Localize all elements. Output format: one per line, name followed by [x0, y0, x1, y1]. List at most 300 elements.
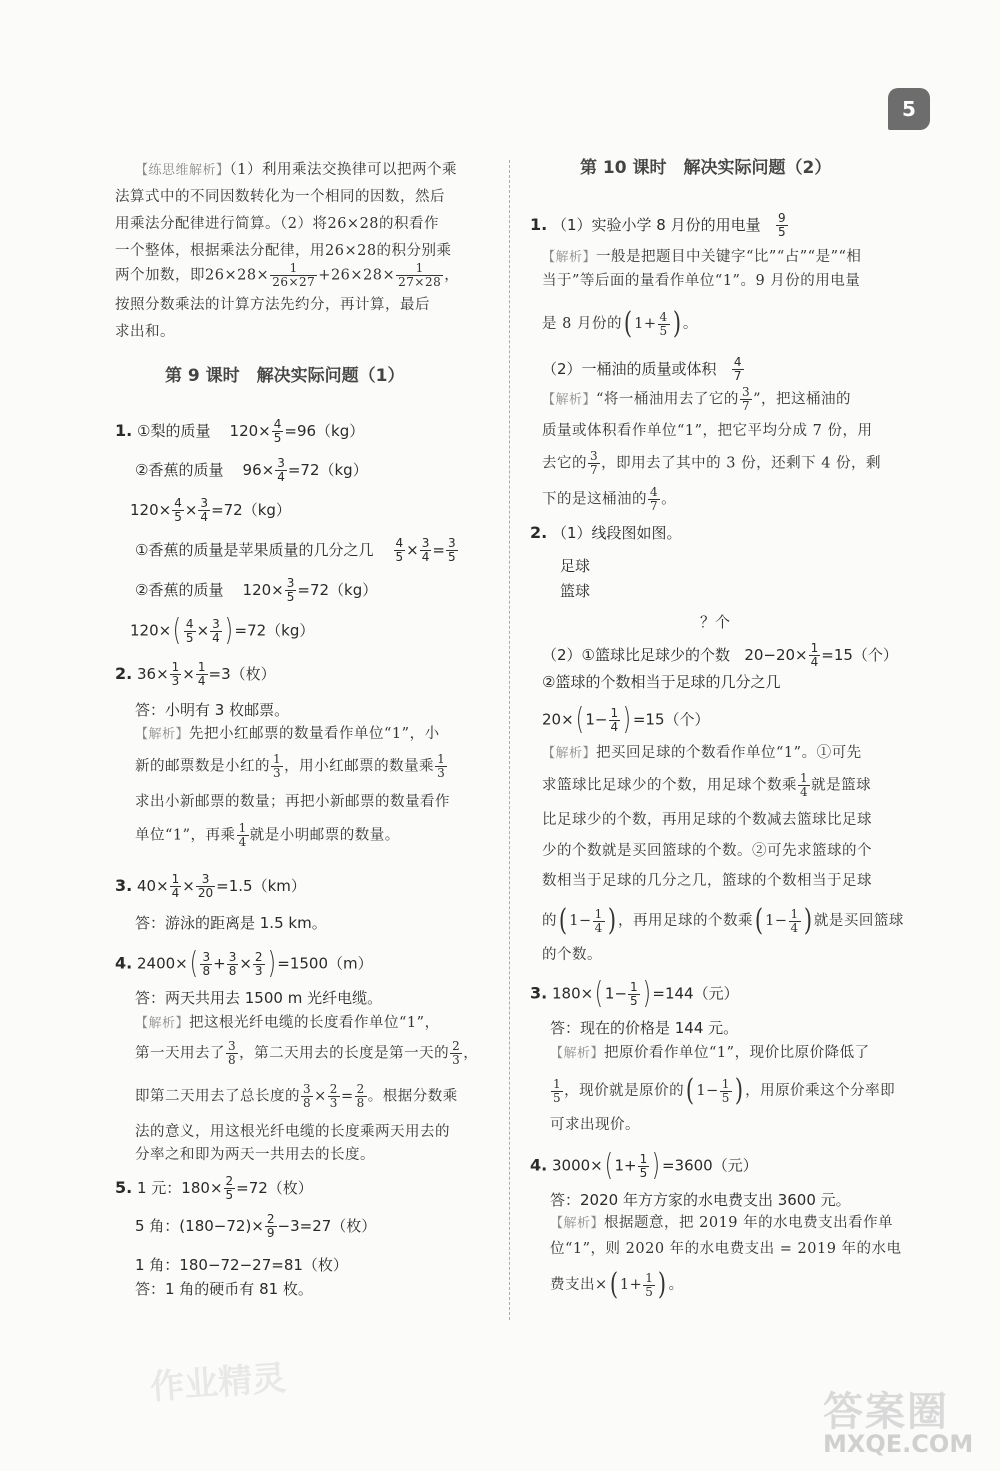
- exp-text: 就是篮球: [811, 777, 872, 794]
- denominator: 5: [273, 431, 282, 445]
- q4-exp-5: 分率之和即为两天一共用去的长度。: [135, 1147, 375, 1163]
- numerator: 4: [185, 616, 194, 631]
- denominator: 4: [212, 630, 220, 645]
- numerator: 1: [396, 262, 443, 276]
- numerator: 4: [174, 496, 182, 510]
- expr: =144（元）: [652, 984, 739, 1003]
- exp-text: ，现价就是原价的: [564, 1083, 685, 1099]
- fraction: [648, 486, 660, 513]
- fraction: [271, 753, 283, 780]
- numerator: 3: [200, 496, 209, 510]
- denominator: 4: [238, 835, 247, 849]
- q5-line-2: [135, 1213, 376, 1240]
- fraction: [285, 577, 297, 604]
- label: ②香蕉的质量: [135, 581, 224, 599]
- exp-text: ，用小红邮票的数量乘: [284, 758, 435, 775]
- denominator: 4: [810, 655, 819, 669]
- expr: 120×: [130, 501, 172, 519]
- section-title-10: 第 10 课时 解决实际问题（2）: [580, 158, 832, 178]
- exp-text: 。: [661, 491, 677, 508]
- question-number: 1.: [115, 421, 133, 440]
- exp-text: 一般是把题目中关键字“比”“占”“是”“相: [596, 249, 862, 265]
- r-q1-f4: [542, 486, 676, 513]
- numerator: 3: [277, 456, 285, 470]
- tips-line-3: 用乘法分配律进行简算。（2）将26×28的积看作: [115, 216, 440, 232]
- fraction: [272, 418, 284, 445]
- denominator: 5: [639, 1165, 648, 1180]
- numerator: 4: [650, 485, 659, 499]
- fraction: [450, 1040, 462, 1067]
- denominator: 8: [303, 1096, 312, 1110]
- r-q1-f1: [542, 386, 851, 413]
- denominator: 8: [228, 1053, 237, 1067]
- denominator: 3: [254, 963, 263, 978]
- paren: (: [594, 976, 604, 1011]
- expr: 1−: [604, 984, 628, 1003]
- denominator: 5: [286, 590, 295, 604]
- r-q3-e3: 可求出现价。: [550, 1117, 640, 1133]
- exp-text: 。: [682, 316, 698, 332]
- numerator: 2: [356, 1082, 365, 1096]
- numerator: 4: [733, 355, 742, 369]
- exp-text: 去它的: [542, 455, 587, 472]
- paren: (: [609, 1267, 619, 1302]
- basketball-label: 篮球: [560, 582, 591, 600]
- football-label: 足球: [560, 557, 591, 575]
- numerator: 1: [639, 1151, 648, 1166]
- stamp-watermark: 作业精灵: [149, 1358, 288, 1408]
- operator: ×: [182, 877, 195, 895]
- expr: =96（kg）: [284, 422, 365, 440]
- r-q4-answer: 答：2020 年方方家的水电费支出 3600 元。: [550, 1191, 851, 1209]
- numerator: 9: [777, 211, 786, 225]
- expr: 120×: [229, 422, 271, 440]
- denominator: 8: [228, 963, 237, 978]
- numerator: 1: [790, 906, 799, 921]
- fraction: [435, 753, 447, 780]
- fraction: [643, 1272, 655, 1299]
- exp-text: ，: [463, 1045, 479, 1062]
- numerator: 4: [273, 417, 282, 431]
- fraction: [798, 772, 810, 799]
- denominator: 4: [421, 550, 430, 564]
- fraction: [237, 822, 249, 849]
- site-watermark-url: MXQE.COM: [823, 1430, 974, 1458]
- label: （2）①篮球比足球少的个数: [542, 646, 730, 664]
- numerator: 1: [721, 1076, 730, 1091]
- q4-exp-2: [135, 1040, 478, 1067]
- expr: =3（枚）: [208, 665, 276, 683]
- question-count: ？个: [700, 613, 731, 631]
- fraction: [224, 1175, 236, 1202]
- fraction: [200, 951, 212, 978]
- paren: (: [604, 1148, 613, 1183]
- exp-text: “将一桶油用去了它的: [596, 391, 739, 408]
- r-q3-expr: [530, 976, 739, 1011]
- denominator: 26×27: [272, 275, 316, 289]
- q1-b3: [130, 613, 315, 648]
- q1-b2: [135, 577, 377, 604]
- expr: 2400×: [137, 954, 188, 973]
- paren: (: [685, 1073, 695, 1108]
- q2-expr: [115, 661, 276, 688]
- fraction: [628, 981, 640, 1008]
- q3-answer: 答：游泳的距离是 1.5 km。: [135, 914, 327, 932]
- expr: 180×: [552, 984, 594, 1003]
- r-q2-p2: [542, 642, 898, 669]
- denominator: 4: [790, 920, 799, 935]
- label: ①梨的质量: [137, 422, 211, 440]
- fraction: [275, 457, 287, 484]
- paren: (: [172, 613, 182, 648]
- paren: ): [622, 702, 632, 737]
- expr: 1+: [614, 1156, 637, 1175]
- fraction: [196, 873, 215, 900]
- tips-line-7: 求出和。: [115, 324, 175, 340]
- numerator: 1: [238, 821, 247, 835]
- question-number: 3.: [115, 876, 133, 895]
- expr: 1−: [696, 1083, 719, 1099]
- q5-line-3: 1 角：180−72−27=81（枚）: [135, 1256, 348, 1274]
- numerator: 1: [197, 660, 206, 674]
- q4-exp-4: 法的意义，用这根光纤电缆的长度乘两天用去的: [135, 1124, 450, 1140]
- fraction: [226, 1040, 238, 1067]
- expr: =72（kg）: [297, 581, 378, 599]
- operator: ×: [184, 501, 198, 519]
- label: （1）线段图如图。: [552, 524, 682, 542]
- numerator: 2: [225, 1174, 234, 1188]
- numerator: 1: [171, 660, 180, 674]
- exp-text: 就是买回篮球: [813, 913, 904, 929]
- r-q1-e3: [542, 306, 698, 341]
- q1-a3: [130, 497, 291, 524]
- r-q2-e3: 比足球少的个数，再用足球的个数减去篮球比足球: [542, 812, 872, 828]
- numerator: 1: [594, 906, 603, 921]
- operator: =: [432, 541, 445, 559]
- expr: 120×: [130, 621, 172, 640]
- paren: ): [642, 976, 651, 1011]
- fraction: [198, 497, 210, 524]
- r-q4-e2: 位“1”，则 2020 年的水电费支出 = 2019 年的水电: [550, 1241, 902, 1257]
- fraction: [196, 661, 208, 688]
- analysis-tag: 【解析】: [542, 392, 597, 408]
- fraction: [720, 1078, 732, 1105]
- numerator: 1: [553, 1076, 562, 1091]
- paren: ): [267, 946, 276, 981]
- label: （2）一桶油的质量或体积: [542, 360, 717, 378]
- denominator: 4: [800, 785, 809, 799]
- denominator: 5: [645, 1284, 654, 1299]
- page-number: 5: [888, 88, 930, 130]
- expr: =15（个）: [632, 710, 710, 729]
- denominator: 7: [650, 499, 659, 513]
- r-q3-e2: [550, 1073, 896, 1108]
- denominator: 8: [202, 963, 211, 978]
- exp-text: ”，把这桶油的: [753, 391, 851, 408]
- question-number: 4.: [115, 953, 133, 973]
- tips-line-4: 一个整体，根据乘法分配律，用26×28的积分别乘: [115, 243, 452, 259]
- paren: ): [672, 306, 682, 341]
- expr: =72（枚）: [236, 1179, 313, 1197]
- operator: ×: [182, 665, 195, 683]
- numerator: 3: [212, 616, 220, 631]
- denominator: 7: [741, 399, 751, 413]
- expr: 5 角：(180−72)×: [135, 1217, 264, 1235]
- section-title-9: 第 9 课时 解决实际问题（1）: [165, 366, 405, 386]
- numerator: 4: [395, 536, 404, 550]
- denominator: 5: [185, 630, 194, 645]
- q1-a1: [115, 418, 364, 445]
- r-q4-e1: [550, 1213, 893, 1234]
- numerator: 1: [630, 979, 638, 994]
- denominator: 7: [733, 369, 742, 383]
- label: ①香蕉的质量是苹果质量的几分之几: [135, 541, 374, 559]
- r-q2-e6: [542, 903, 904, 938]
- r-q2-p1: [530, 523, 682, 543]
- r-q2-e7: 的个数。: [542, 947, 602, 963]
- q2-exp-4: [135, 822, 400, 849]
- r-q2-e4: 少的个数就是买回篮球的个数。②可先求篮球的个: [542, 843, 872, 859]
- question-number: 3.: [530, 983, 548, 1003]
- expr: 20×: [542, 710, 574, 729]
- denominator: 27×28: [398, 275, 442, 289]
- fraction: [270, 262, 317, 289]
- exp-text: 根据题意，把 2019 年的水电费支出看作单: [604, 1215, 894, 1231]
- r-q1-f2: 质量或体积看作单位“1”，把它平均分成 7 份，用: [542, 423, 873, 439]
- fraction: [588, 450, 600, 477]
- r-q1-p1: [530, 212, 789, 239]
- analysis-tag: 【解析】: [135, 727, 190, 742]
- numerator: 2: [329, 1082, 338, 1096]
- numerator: 1: [800, 771, 809, 785]
- paren: (: [575, 702, 584, 737]
- question-number: 4.: [530, 1155, 548, 1175]
- paren: (: [558, 903, 568, 938]
- denominator: 3: [437, 766, 446, 780]
- expr: =3600（元）: [661, 1156, 758, 1175]
- tips-text: ，: [444, 267, 460, 284]
- expr: 36×: [137, 665, 169, 683]
- exp-text: 新的邮票数是小红的: [135, 758, 270, 775]
- operator: =: [340, 1088, 354, 1105]
- paren: ): [607, 903, 617, 938]
- question-number: 1.: [530, 215, 548, 234]
- denominator: 3: [329, 1096, 338, 1110]
- expr: 40×: [137, 877, 169, 895]
- fraction: [172, 497, 184, 524]
- denominator: 5: [659, 323, 668, 338]
- q5-answer: 答：1 角的硬币有 81 枚。: [135, 1280, 313, 1298]
- denominator: 4: [171, 886, 180, 900]
- tips-line-1: [135, 160, 457, 181]
- exp-text: ，用原价乘这个分率即: [745, 1083, 896, 1099]
- fraction: [789, 908, 801, 935]
- fraction: [355, 1083, 367, 1110]
- r-q2-e2: [542, 772, 871, 799]
- numerator: 3: [590, 449, 599, 463]
- r-q2-p3: ②篮球的个数相当于足球的几分之几: [542, 673, 781, 691]
- fraction: [210, 618, 222, 645]
- exp-text: ，再用足球的个数乘: [617, 913, 753, 929]
- denominator: 4: [594, 920, 603, 935]
- expr: 1 元：180×: [137, 1179, 223, 1197]
- analysis-tag: 【解析】: [550, 1046, 605, 1061]
- exp-text: 把这根光纤电缆的长度看作单位“1”，: [189, 1015, 440, 1031]
- analysis-tag: 【解析】: [135, 1016, 190, 1031]
- fraction: [551, 1078, 563, 1105]
- r-q3-answer: 答：现在的价格是 144 元。: [550, 1019, 739, 1037]
- tips-line-6: 按照分数乘法的计算方法先约分，再计算，最后: [115, 297, 430, 313]
- fraction: [609, 707, 621, 734]
- exp-text: 第一天用去了: [135, 1045, 225, 1062]
- numerator: 2: [452, 1039, 461, 1053]
- expr: =1500（m）: [277, 954, 373, 973]
- label: ②香蕉的质量: [135, 461, 224, 479]
- fraction: [732, 356, 744, 383]
- denominator: 4: [277, 470, 285, 484]
- question-number: 2.: [115, 664, 133, 683]
- tips-text: +26×28×: [318, 267, 396, 284]
- expr: 3000×: [552, 1156, 603, 1175]
- q2-answer: 答：小明有 3 枚邮票。: [135, 701, 290, 719]
- numerator: 3: [421, 536, 430, 550]
- numerator: 2: [254, 949, 263, 964]
- numerator: 3: [196, 873, 215, 887]
- denominator: 4: [200, 510, 209, 524]
- fraction: [593, 908, 605, 935]
- fraction: [809, 642, 821, 669]
- tips-label: 【练思维解析】: [135, 163, 230, 178]
- denominator: 20: [197, 886, 214, 900]
- exp-text: 。: [668, 1277, 684, 1293]
- denominator: 3: [452, 1053, 461, 1067]
- fraction: [740, 386, 752, 413]
- numerator: 1: [171, 872, 180, 886]
- r-q2-p4: [542, 702, 710, 737]
- tips-line-5: [115, 262, 459, 289]
- expr: 1−: [569, 913, 592, 929]
- denominator: 5: [630, 993, 638, 1008]
- paren: ): [734, 1073, 744, 1108]
- denominator: 5: [225, 1188, 234, 1202]
- expr: 120×: [242, 581, 284, 599]
- expr: =72（kg）: [211, 501, 291, 519]
- denominator: 5: [721, 1090, 730, 1105]
- q2-exp-2: [135, 753, 448, 780]
- fraction: [394, 537, 406, 564]
- expr: 1+: [619, 1277, 643, 1293]
- expr: 1−: [765, 913, 788, 929]
- fraction: [170, 661, 182, 688]
- paren: ): [658, 1267, 667, 1302]
- q4-answer: 答：两天共用去 1500 m 光纤电缆。: [135, 989, 383, 1007]
- exp-text: ，第二天用去的长度是第一天的: [239, 1045, 450, 1062]
- r-q2-e5: 数相当于足球的几分之几，篮球的个数相当于足球: [542, 873, 872, 889]
- exp-text: 求篮球比足球少的个数，用足球个数乘: [542, 777, 797, 794]
- expr: 20−20×: [744, 646, 808, 664]
- fraction: [658, 311, 670, 338]
- analysis-tag: 【解析】: [542, 746, 597, 761]
- fraction: [253, 951, 265, 978]
- denominator: 5: [777, 225, 786, 239]
- denominator: 4: [610, 719, 619, 734]
- paren: (: [754, 903, 764, 938]
- fraction: [170, 873, 182, 900]
- label: （1）实验小学 8 月份的用电量: [552, 216, 761, 234]
- fraction: [776, 212, 788, 239]
- exp-text: 。根据分数乘: [367, 1088, 458, 1105]
- fraction: [420, 537, 432, 564]
- question-number: 2.: [530, 523, 548, 542]
- q1-a2: [135, 457, 368, 484]
- exp-text: 就是小明邮票的数量。: [249, 827, 400, 844]
- r-q1-e1: [542, 247, 861, 268]
- expr: =72（kg）: [234, 621, 315, 640]
- numerator: 1: [437, 752, 446, 766]
- numerator: 2: [266, 1212, 275, 1226]
- exp-text: 即第二天用去了总长度的: [135, 1088, 300, 1105]
- fraction: [265, 1213, 277, 1240]
- paren: ): [803, 903, 813, 938]
- r-q1-e2: 当于”等后面的量看作单位“1”。9 月份的用电量: [542, 273, 861, 289]
- q5-line-1: [115, 1175, 313, 1202]
- exp-text: 是 8 月份的: [542, 316, 622, 332]
- operator: +: [213, 954, 226, 973]
- numerator: 1: [610, 705, 619, 720]
- analysis-tag: 【解析】: [542, 250, 597, 265]
- fraction: [328, 1083, 340, 1110]
- denominator: 3: [171, 674, 180, 688]
- numerator: 3: [741, 385, 751, 399]
- operator: ×: [406, 541, 419, 559]
- exp-text: ，即用去了其中的 3 份，还剩下 4 份，剩: [601, 455, 882, 472]
- numerator: 3: [202, 949, 211, 964]
- numerator: 3: [447, 536, 456, 550]
- column-divider: [509, 160, 510, 1320]
- tips-text: （1）利用乘法交换律可以把两个乘: [229, 162, 457, 178]
- numerator: 3: [228, 949, 237, 964]
- expr: 1−: [585, 710, 608, 729]
- expr: =72（kg）: [287, 461, 368, 479]
- denominator: 5: [553, 1090, 562, 1105]
- denominator: 9: [266, 1226, 275, 1240]
- q1-b1: [135, 537, 459, 564]
- denominator: 5: [174, 510, 182, 524]
- paren: ): [651, 1148, 661, 1183]
- expr: −3=27（枚）: [277, 1217, 377, 1235]
- exp-text: 把买回足球的个数看作单位“1”。①可先: [596, 745, 862, 761]
- expr: =15（个）: [821, 646, 898, 664]
- q2-exp-1: [135, 724, 440, 745]
- expr: =1.5（km）: [216, 877, 306, 895]
- numerator: 1: [645, 1270, 654, 1285]
- exp-text: 把原价看作单位“1”，现价比原价降低了: [604, 1045, 870, 1061]
- operator: ×: [196, 621, 210, 640]
- exp-text: 下的是这桶油的: [542, 491, 647, 508]
- denominator: 5: [447, 550, 456, 564]
- numerator: 1: [273, 752, 282, 766]
- tips-line-2: 法算式中的不同因数转化为一个相同的因数，然后: [115, 189, 445, 205]
- exp-text: 先把小红邮票的数量看作单位“1”，小: [189, 726, 440, 742]
- question-number: 5.: [115, 1178, 133, 1197]
- numerator: 3: [303, 1082, 312, 1096]
- q3-expr: [115, 873, 306, 900]
- paren: (: [189, 946, 198, 981]
- denominator: 7: [590, 463, 599, 477]
- expr: 96×: [242, 461, 275, 479]
- r-q3-e1: [550, 1043, 870, 1064]
- fraction: [638, 1153, 650, 1180]
